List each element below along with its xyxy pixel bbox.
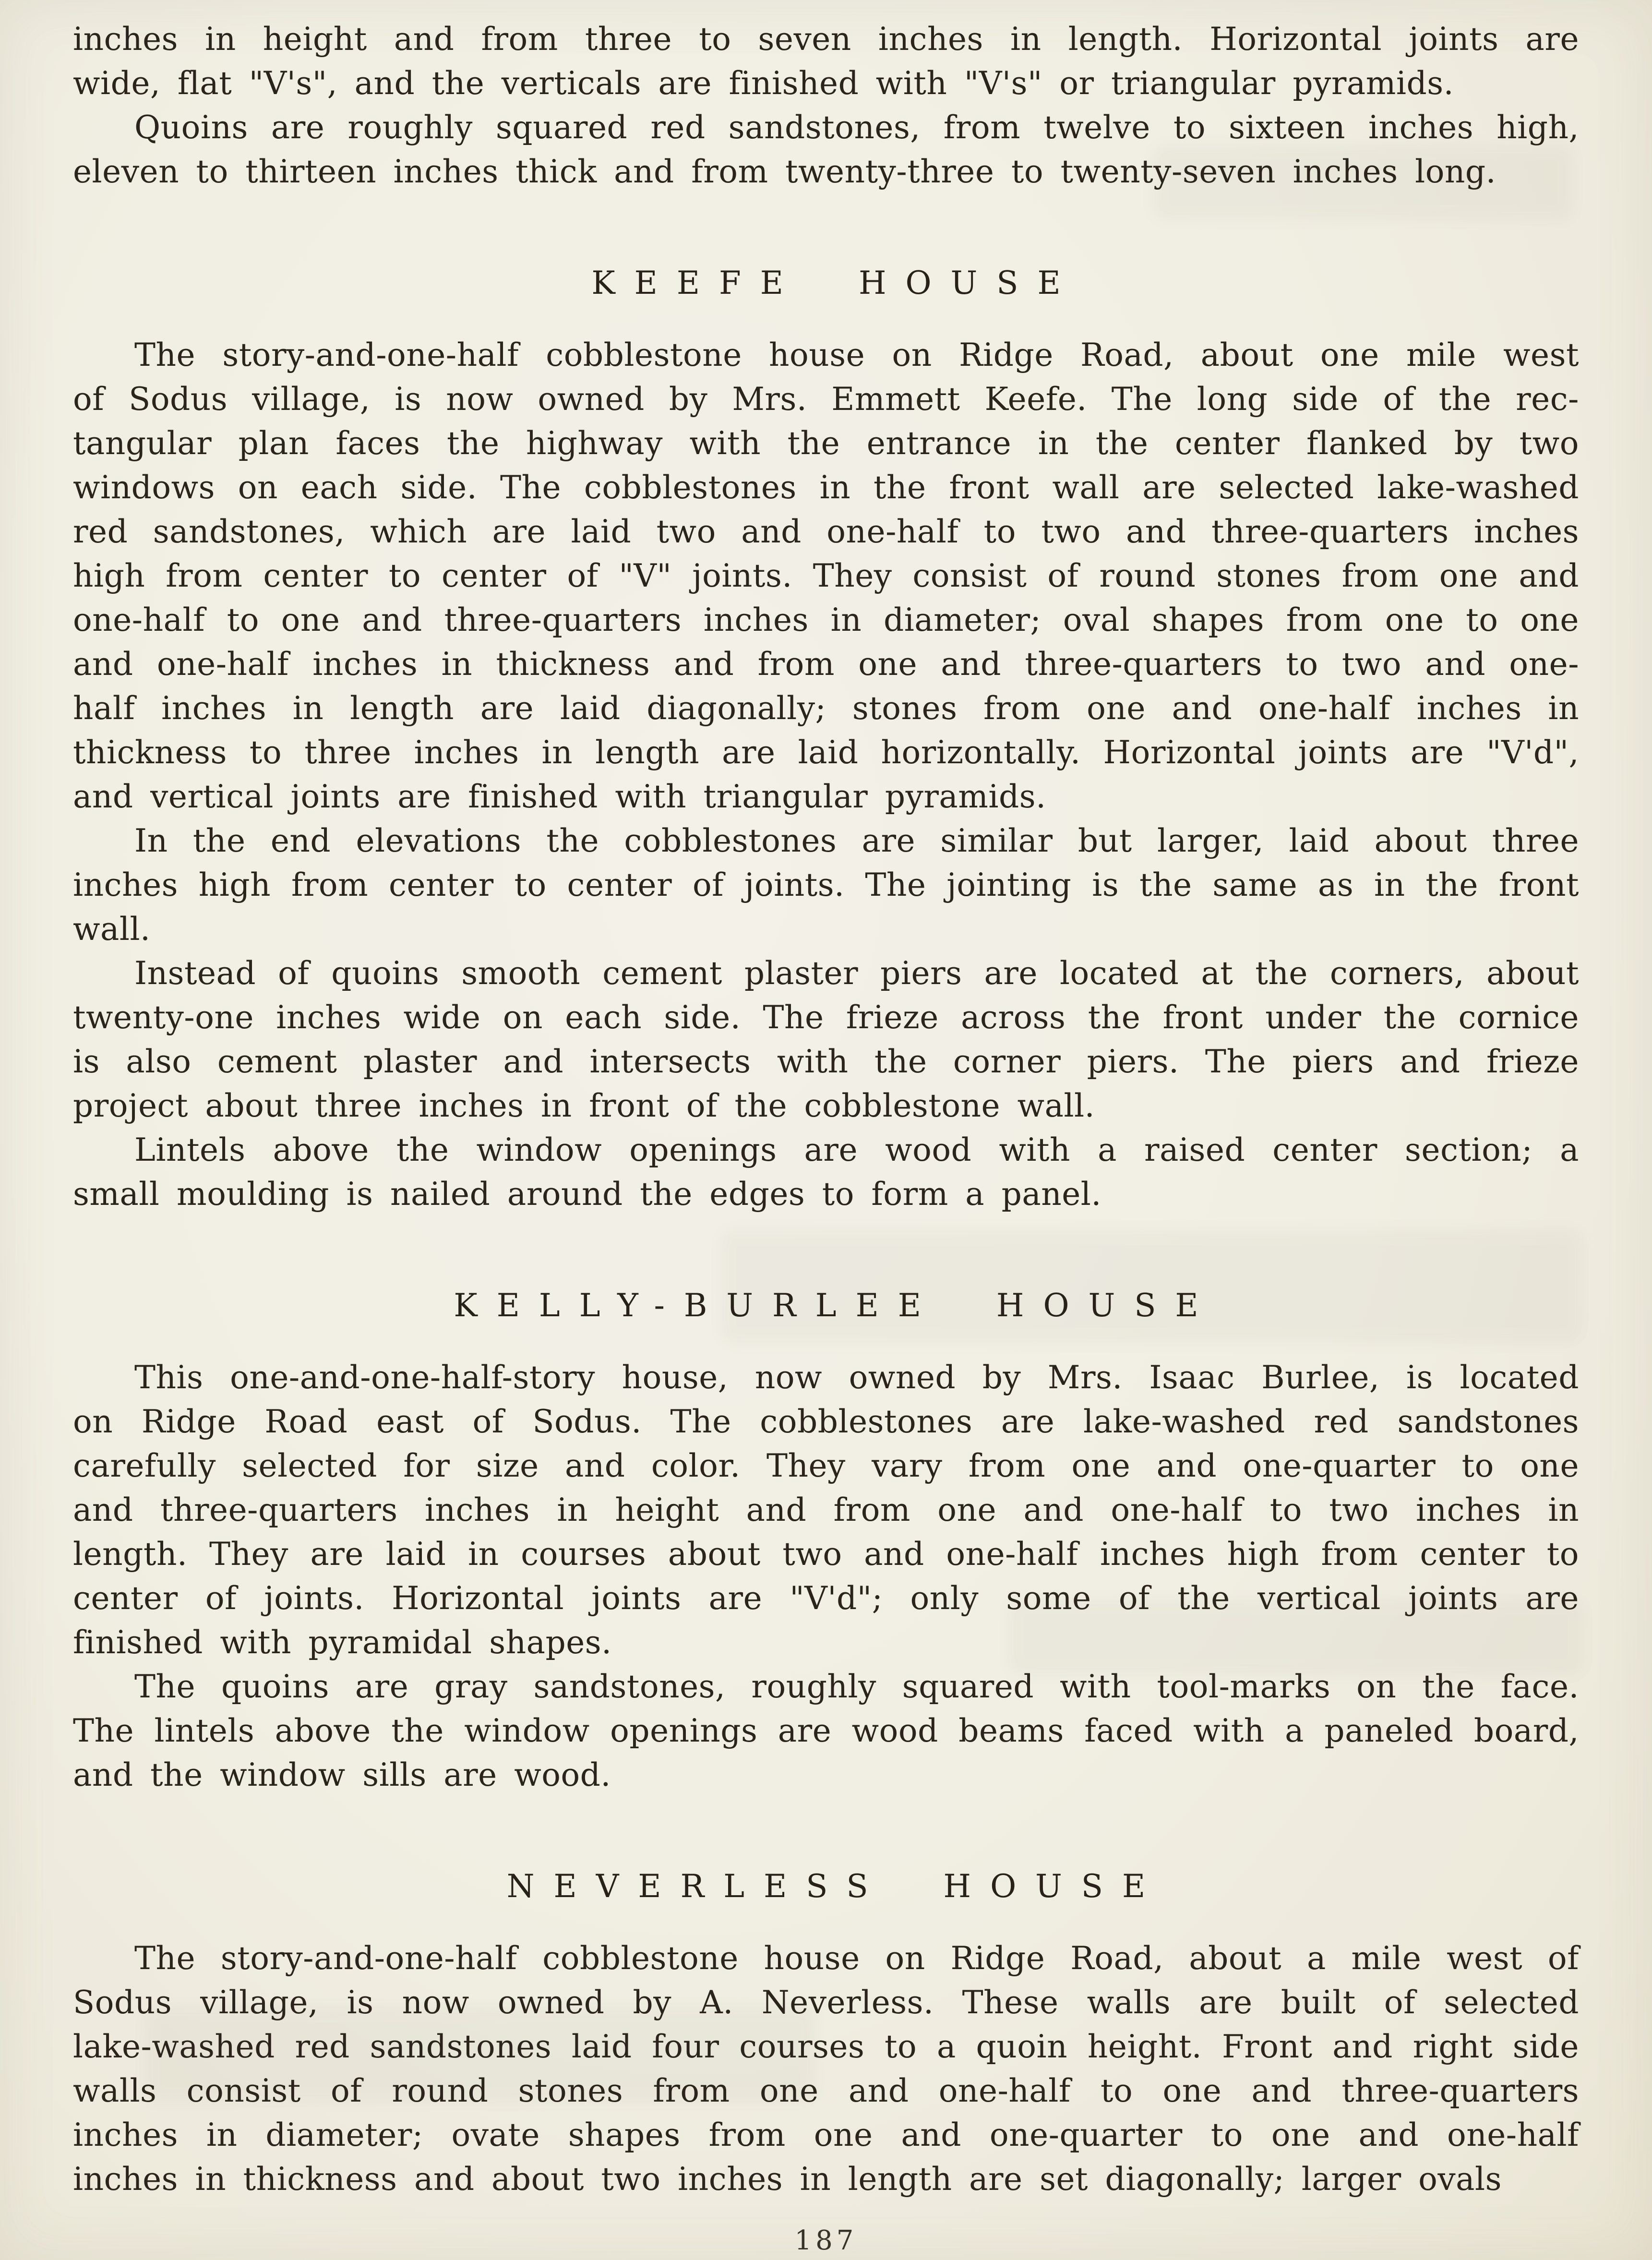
text-line: on Ridge Road east of Sodus. The cobblestones are lake-washed red sandstones <box>73 1403 1579 1440</box>
text-line: Sodus village, is now owned by A. Neverless. These walls are built of selected <box>73 1984 1579 2021</box>
text-line: and three-quarters inches in height and from one and one-half to two inches in <box>73 1491 1579 1528</box>
text-line: and the window sills are wood. <box>73 1756 611 1793</box>
section-heading: KEEFE HOUSE <box>591 264 1080 301</box>
text-line: carefully selected for size and color. They vary from one and one-quarter to one <box>73 1447 1579 1484</box>
text-line: The story-and-one-half cobblestone house on Ridge Road, about a mile west of <box>134 1940 1579 1977</box>
text-line: finished with pyramidal shapes. <box>73 1624 612 1661</box>
text-line: center of joints. Horizontal joints are "V'd"; only some of the vertical joints are <box>73 1580 1579 1617</box>
text-line: Quoins are roughly squared red sandstones, from twelve to sixteen inches high, <box>134 109 1579 146</box>
text-line: and vertical joints are finished with triangular pyramids. <box>73 778 1046 815</box>
text-line: of Sodus village, is now owned by Mrs. Emmett Keefe. The long side of the rec- <box>73 381 1579 418</box>
text-line: The story-and-one-half cobblestone house on Ridge Road, about one mile west <box>134 337 1579 373</box>
text-line: thickness to three inches in length are laid horizontally. Horizontal joints are "V'd", <box>73 734 1579 771</box>
paragraph <box>73 951 1579 1128</box>
section-heading: NEVERLESS HOUSE <box>506 1868 1165 1905</box>
text-line: tangular plan faces the highway with the entrance in the center flanked by two <box>73 425 1579 462</box>
text-line: In the end elevations the cobblestones are similar but larger, laid about three <box>134 822 1579 859</box>
paragraph <box>73 17 1579 106</box>
page-number: 187 <box>794 2225 858 2256</box>
paragraph <box>73 106 1579 194</box>
text-line: The quoins are gray sandstones, roughly squared with tool-marks on the face. <box>134 1668 1579 1705</box>
text-line: This one-and-one-half-story house, now owned by Mrs. Isaac Burlee, is located <box>134 1359 1579 1396</box>
paragraph <box>73 819 1579 951</box>
text-line: eleven to thirteen inches thick and from twenty-three to twenty-seven inches long. <box>73 153 1496 190</box>
text-line: and one-half inches in thickness and from one and three-quarters to two and one- <box>73 646 1579 683</box>
body-content <box>73 17 1579 2201</box>
text-line: Lintels above the window openings are wood with a raised center section; a <box>134 1131 1579 1168</box>
text-line: small moulding is nailed around the edges to form a panel. <box>73 1176 1101 1213</box>
text-line: lake-washed red sandstones laid four courses to a quoin height. Front and right side <box>73 2028 1579 2065</box>
text-line: length. They are laid in courses about two and one-half inches high from center to <box>73 1536 1579 1573</box>
text-line: inches in thickness and about two inches in length are set diagonally; larger ovals <box>73 2161 1502 2198</box>
text-line: wall. <box>73 911 151 948</box>
paragraph <box>73 1936 1579 2201</box>
text-line: half inches in length are laid diagonally; stones from one and one-half inches in <box>73 690 1579 727</box>
paragraph <box>73 1665 1579 1797</box>
text-line: Instead of quoins smooth cement plaster piers are located at the corners, about <box>134 955 1579 992</box>
text-line: inches high from center to center of joints. The jointing is the same as in the front <box>73 866 1579 903</box>
paragraph <box>73 333 1579 819</box>
text-line: walls consist of round stones from one and one-half to one and three-quarters <box>73 2072 1579 2109</box>
text-line: wide, flat "V's", and the verticals are finished with "V's" or triangular pyramids. <box>73 65 1454 102</box>
text-line: one-half to one and three-quarters inches in diameter; oval shapes from one to one <box>73 601 1579 638</box>
paragraph <box>73 1128 1579 1216</box>
section-heading: KELLY-BURLEE HOUSE <box>454 1287 1218 1324</box>
text-line: project about three inches in front of the cobblestone wall. <box>73 1087 1095 1124</box>
text-line: inches in height and from three to seven inches in length. Horizontal joints are <box>73 21 1579 58</box>
text-line: inches in diameter; ovate shapes from one and one-quarter to one and one-half <box>73 2116 1579 2153</box>
page-text <box>73 17 1579 2260</box>
text-line: is also cement plaster and intersects with the corner piers. The piers and frieze <box>73 1043 1579 1080</box>
text-line: high from center to center of "V" joints. They consist of round stones from one and <box>73 557 1579 594</box>
text-line: red sandstones, which are laid two and one-half to two and three-quarters inches <box>73 513 1579 550</box>
page-footer <box>73 2217 1579 2260</box>
paragraph <box>73 1356 1579 1665</box>
text-line: windows on each side. The cobblestones in the front wall are selected lake-washed <box>73 469 1579 506</box>
text-line: twenty-one inches wide on each side. The frieze across the front under the cornice <box>73 999 1579 1036</box>
text-line: The lintels above the window openings are wood beams faced with a paneled board, <box>73 1712 1579 1749</box>
